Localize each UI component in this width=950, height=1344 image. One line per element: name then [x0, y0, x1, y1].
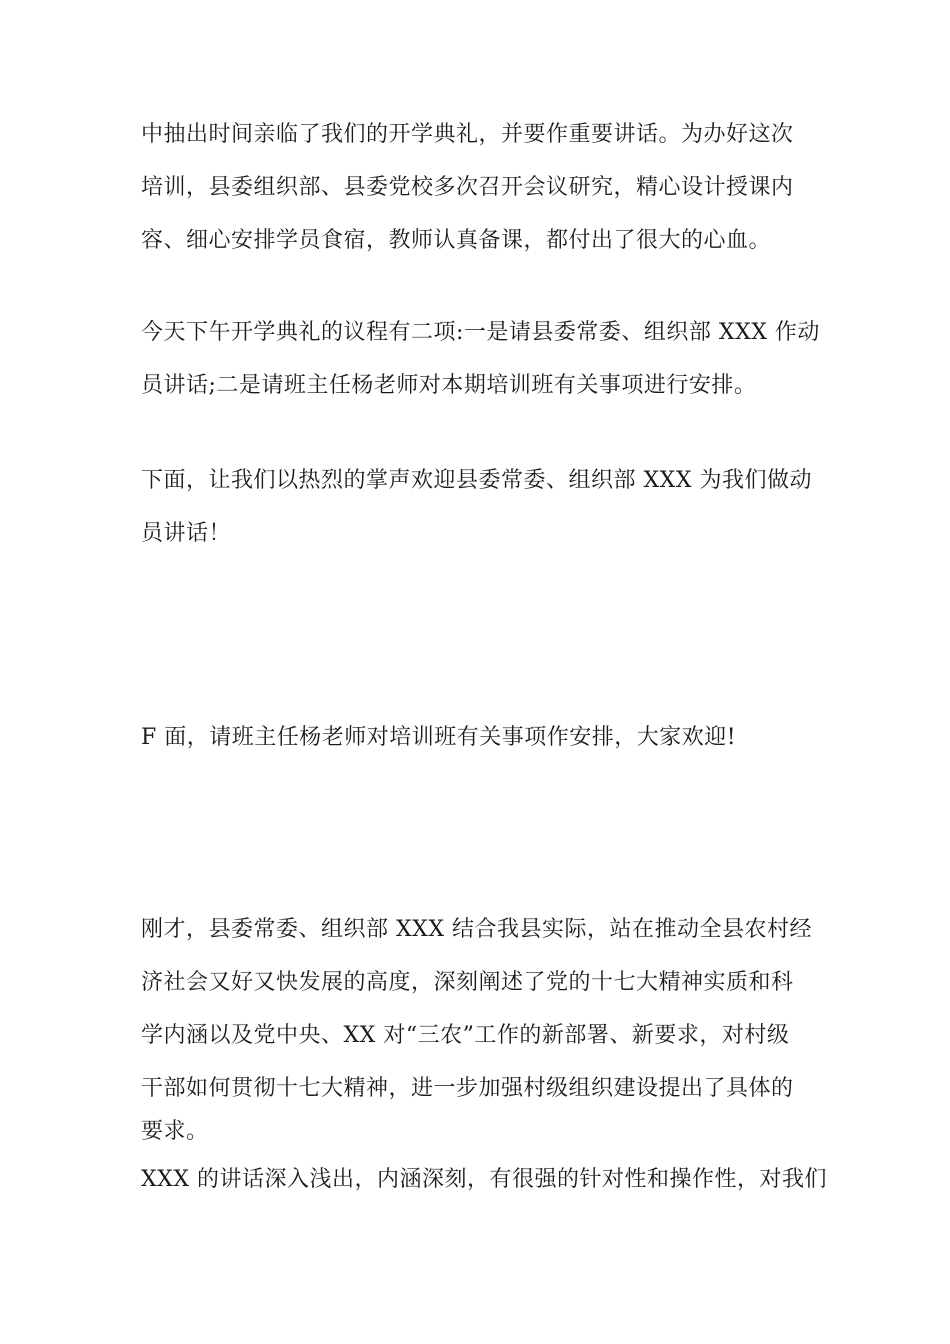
paragraph-2-line-1: 今天下午开学典礼的议程有二项:一是请县委常委、组织部 XXX 作动: [141, 320, 820, 345]
paragraph-5-line-4: 干部如何贯彻十七大精神，进一步加强村级组织建设提出了具体的: [141, 1076, 794, 1101]
paragraph-3-line-2: 员讲话！: [141, 521, 232, 546]
paragraph-2-line-2: 员讲话;二是请班主任杨老师对本期培训班有关事项进行安排。: [141, 373, 757, 398]
paragraph-1-line-2: 培训，县委组织部、县委党校多次召开会议研究，精心设计授课内: [141, 175, 794, 200]
paragraph-3-line-1: 下面，让我们以热烈的掌声欢迎县委常委、组织部 XXX 为我们做动: [141, 468, 812, 493]
paragraph-5-line-5: 要求。: [141, 1119, 209, 1144]
paragraph-6-line-1: XXX 的讲话深入浅出，内涵深刻，有很强的针对性和操作性，对我们: [141, 1167, 827, 1192]
paragraph-1-line-1: 中抽出时间亲临了我们的开学典礼，并要作重要讲话。为办好这次: [141, 122, 794, 147]
paragraph-4-line-1: F 面，请班主任杨老师对培训班有关事项作安排，大家欢迎!: [141, 725, 737, 750]
paragraph-5-line-2: 济社会又好又快发展的高度，深刻阐述了党的十七大精神实质和科: [141, 970, 794, 995]
paragraph-5-line-1: 刚才，县委常委、组织部 XXX 结合我县实际，站在推动全县农村经: [141, 917, 812, 942]
paragraph-1-line-3: 容、细心安排学员食宿，教师认真备课，都付出了很大的心血。: [141, 228, 772, 253]
paragraph-5-line-3: 学内涵以及党中央、XX 对“三农”工作的新部署、新要求，对村级: [141, 1023, 790, 1048]
